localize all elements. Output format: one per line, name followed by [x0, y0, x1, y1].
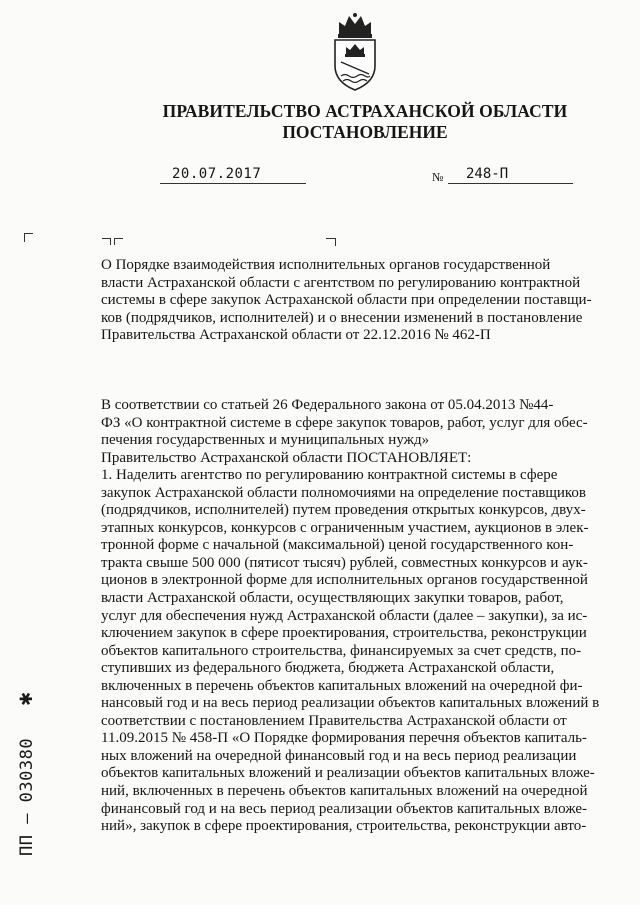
coat-of-arms-icon [331, 12, 379, 92]
document-subject: О Порядке взаимодействия исполнительных органов государственной власти Астраханской области с агентством по регулированию контрактной системы в сфере закупок Астраханской области при определении поставщи- ков (подрядчиков, исполнителей) и о внесении изменений в постановление Правительства Астраханской области от 22.12.2016 № 462-П [101, 257, 592, 344]
organization-title: ПРАВИТЕЛЬСТВО АСТРАХАНСКОЙ ОБЛАСТИ [162, 101, 568, 121]
date-underline [160, 183, 306, 184]
corner-mark [102, 238, 111, 245]
document-date: 20.07.2017 [172, 166, 262, 182]
document-type: ПОСТАНОВЛЕНИЕ [282, 122, 448, 142]
corner-mark [114, 238, 123, 245]
document-number: 248-П [466, 166, 509, 182]
svg-text:ПП – 030380: ПП – 030380 [17, 737, 37, 856]
svg-text:✱: ✱ [17, 691, 37, 706]
number-underline [448, 183, 573, 184]
number-label: № [432, 170, 444, 184]
document-body: В соответствии со статьей 26 Федерального закона от 05.04.2013 №44- ФЗ «О контрактной системе в сфере закупок товаров, работ, услуг для обес- печения государственных и муниципальных нужд» Правительство Астраханской области ПОСТАНОВЛЯЕТ: 1. Наделить агентство по регулированию контрактной системы в сфере закупок Астраханской области полномочиями на определение поставщиков (подрядчиков, исполнителей) путем проведения открытых конкурсов, двух- этапных конкурсов, конкурсов с ограниченным участием, аукционов в элек- тронной форме с начальной (максимальной) ценой государственного кон- тракта свыше 500 000 (пятисот тысяч) рублей, совместных конкурсов и аук- ционов в электронной форме для исполнительных органов государственной власти Астраханской области, осуществляющих закупки товаров, работ, услуг для обеспечения нужд Астраханской области (далее – закупки), за ис- ключением закупок в сфере проектирования, строительства, реконструкции объектов капитального строительства, финансируемых за счет средств, по- ступивших из федерального бюджета, бюджета Астраханской области, включенных в перечень объектов капитальных вложений на очередной фи- нансовый год и на весь период реализации объектов капитальных вложений в соответствии с постановлением Правительства Астраханской области от 11.09.2015 № 458-П «О Порядке формирования перечня объектов капиталь- ных вложений на очередной финансовый год и на весь период реализации объектов капитальных вложений и реализации объектов капитальных вложе- ний, включенных в перечень объектов капитальных вложений на очередной финансовый год и на весь период реализации объектов капитальных вложе- ний», закупок в сфере проектирования, строительства, реконструкции авто- [101, 397, 600, 835]
registration-stamp [0, 680, 46, 860]
corner-mark [24, 233, 33, 242]
corner-mark [326, 238, 336, 246]
